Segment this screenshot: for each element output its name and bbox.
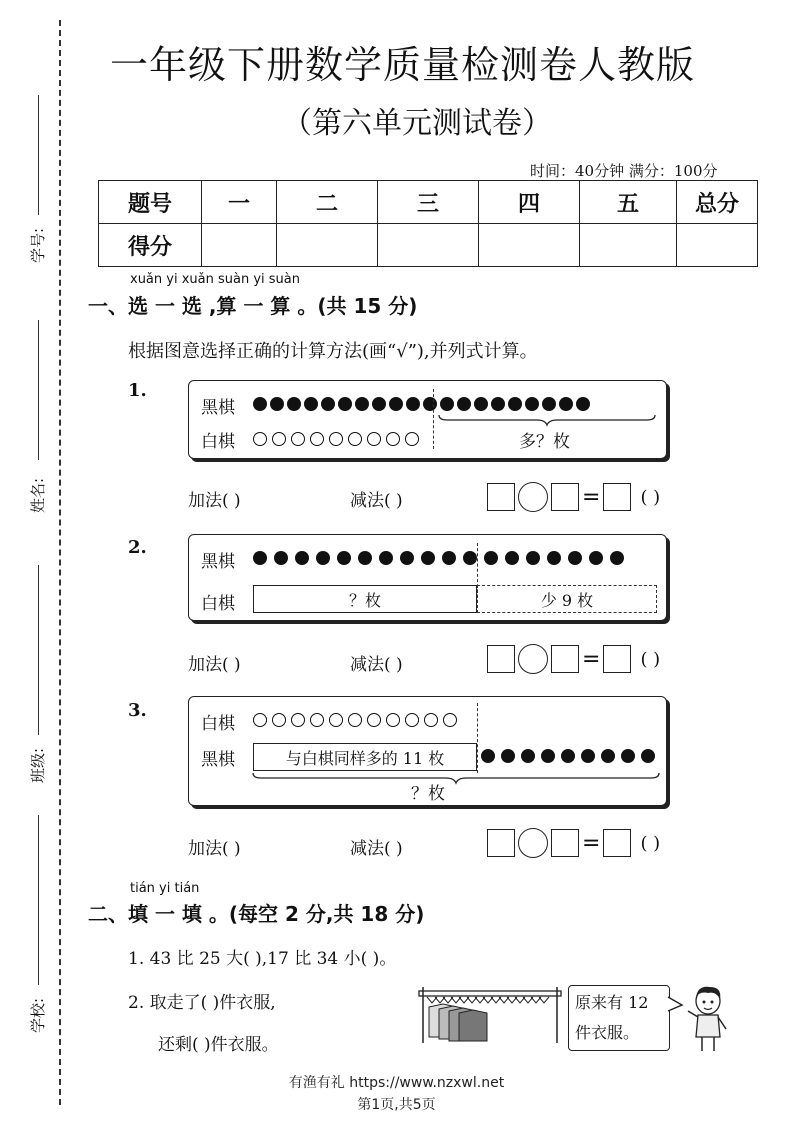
equation-box[interactable]	[603, 645, 631, 673]
q1-add-choice[interactable]: 加法( )	[188, 491, 241, 511]
section2-q2-line1: 2. 取走了( )件衣服,	[128, 993, 276, 1013]
black-piece	[338, 397, 352, 411]
black-piece	[491, 397, 505, 411]
binding-dashed-line	[59, 20, 61, 1105]
black-piece	[589, 551, 603, 565]
bubble-line2: 件衣服。	[575, 1023, 640, 1042]
q3-add-choice[interactable]: 加法( )	[188, 839, 241, 859]
white-piece	[310, 713, 324, 727]
speech-bubble	[568, 985, 670, 1051]
black-piece	[304, 397, 318, 411]
section1-title: 一、选 一 选 ,算 一 算 。(共 15 分)	[88, 294, 418, 318]
black-piece	[601, 749, 615, 763]
page-subtitle: （第六单元测试卷）	[282, 106, 552, 141]
black-piece	[521, 749, 535, 763]
table-cell: 总分	[677, 181, 758, 224]
section2-title: 二、填 一 填 。(每空 2 分,共 18 分)	[88, 902, 425, 926]
student-no-label: 学号:	[29, 227, 48, 264]
equation-box[interactable]	[603, 483, 631, 511]
equation-box[interactable]	[551, 645, 579, 673]
black-piece	[561, 749, 575, 763]
school-label: 学校:	[29, 997, 48, 1034]
q3-sub-choice[interactable]: 减法( )	[350, 839, 403, 859]
black-piece	[440, 397, 454, 411]
white-piece	[272, 713, 286, 727]
white-piece	[348, 432, 362, 446]
white-piece	[310, 432, 324, 446]
white-piece	[329, 713, 343, 727]
q1-panel	[188, 380, 667, 459]
black-piece	[337, 551, 351, 565]
black-piece	[270, 397, 284, 411]
score-input-cell[interactable]	[479, 224, 580, 267]
q3-divider	[477, 703, 478, 773]
black-piece	[547, 551, 561, 565]
equation-box[interactable]	[487, 829, 515, 857]
q3-black-label: 黑棋	[201, 750, 235, 770]
table-cell: 一	[202, 181, 277, 224]
q2-equation	[487, 644, 660, 674]
q1-note: 多？枚	[519, 432, 570, 452]
q1-white-label: 白棋	[201, 432, 235, 452]
black-piece	[484, 551, 498, 565]
black-piece	[295, 551, 309, 565]
black-piece	[581, 749, 595, 763]
black-piece	[621, 749, 635, 763]
score-table	[98, 180, 758, 267]
table-cell: 三	[378, 181, 479, 224]
score-input-cell[interactable]	[677, 224, 758, 267]
black-piece	[526, 551, 540, 565]
black-piece	[253, 397, 267, 411]
q3-white-circles	[253, 713, 457, 727]
q1-divider	[433, 389, 434, 449]
table-cell: 四	[479, 181, 580, 224]
white-piece	[405, 432, 419, 446]
q1-black-dots	[253, 397, 590, 411]
black-piece	[274, 551, 288, 565]
black-piece	[421, 551, 435, 565]
black-piece	[541, 749, 555, 763]
score-table-score-row	[99, 224, 758, 267]
white-piece	[386, 713, 400, 727]
black-piece	[406, 397, 420, 411]
equals-sign: =	[582, 646, 601, 672]
q3-number: 3.	[128, 700, 147, 721]
q2-white-label: 白棋	[201, 594, 235, 614]
white-piece	[443, 713, 457, 727]
table-cell: 题号	[99, 181, 202, 224]
class-label: 班级:	[29, 747, 48, 784]
black-piece	[568, 551, 582, 565]
white-piece	[386, 432, 400, 446]
black-piece	[576, 397, 590, 411]
white-piece	[367, 432, 381, 446]
class-line	[38, 565, 39, 735]
unit-paren[interactable]: ( )	[640, 832, 661, 854]
white-piece	[367, 713, 381, 727]
q1-equation	[487, 482, 660, 512]
black-piece	[463, 551, 477, 565]
bubble-line1: 原来有 12	[575, 993, 649, 1012]
q2-panel	[188, 534, 667, 621]
q3-same-box	[253, 743, 477, 771]
bubble-tail	[666, 995, 686, 1015]
black-piece	[287, 397, 301, 411]
q2-unknown-label: ？枚	[348, 590, 381, 610]
black-piece	[542, 397, 556, 411]
q1-brace	[437, 413, 657, 427]
black-piece	[358, 551, 372, 565]
equals-sign: =	[582, 484, 601, 510]
q2-black-dots	[253, 551, 624, 565]
q3-brace	[251, 771, 661, 785]
student-no-line	[38, 95, 39, 215]
black-piece	[610, 551, 624, 565]
section2-q2-line2: 还剩( )件衣服。	[158, 1035, 279, 1055]
table-cell: 得分	[99, 224, 202, 267]
black-piece	[253, 551, 267, 565]
white-piece	[253, 432, 267, 446]
q2-add-choice[interactable]: 加法( )	[188, 655, 241, 675]
black-piece	[355, 397, 369, 411]
footer-watermark: 有渔有礼 https://www.nzxwl.net	[288, 1075, 505, 1091]
black-piece	[501, 749, 515, 763]
black-piece	[400, 551, 414, 565]
section1-instruction: 根据图意选择正确的计算方法(画“√”),并列式计算。	[128, 341, 538, 362]
black-piece	[442, 551, 456, 565]
black-piece	[525, 397, 539, 411]
black-piece	[457, 397, 471, 411]
white-piece	[348, 713, 362, 727]
clothes-rack-illustration	[415, 985, 565, 1047]
operator-circle[interactable]	[518, 644, 548, 674]
black-piece	[641, 749, 655, 763]
q2-less-label: 少 9 枚	[540, 590, 594, 610]
section2-q1: 1. 43 比 25 大( ),17 比 34 小( )。	[128, 949, 397, 969]
footer-page-number: 第1页,共5页	[357, 1097, 436, 1113]
time-info: 时间：40分钟 满分：100分	[530, 162, 718, 180]
unit-paren[interactable]: ( )	[640, 486, 661, 508]
q3-panel	[188, 696, 667, 806]
operator-circle[interactable]	[518, 828, 548, 858]
table-cell: 二	[277, 181, 378, 224]
unit-paren[interactable]: ( )	[640, 648, 661, 670]
white-piece	[329, 432, 343, 446]
white-piece	[253, 713, 267, 727]
black-piece	[481, 749, 495, 763]
q3-total-label: ？枚	[411, 784, 445, 804]
q1-black-label: 黑棋	[201, 398, 235, 418]
black-piece	[316, 551, 330, 565]
score-input-cell[interactable]	[202, 224, 277, 267]
white-piece	[405, 713, 419, 727]
operator-circle[interactable]	[518, 482, 548, 512]
black-piece	[321, 397, 335, 411]
q1-number: 1.	[128, 380, 147, 401]
q2-unknown-box	[253, 585, 477, 613]
q1-sub-choice[interactable]: 减法( )	[350, 491, 403, 511]
black-piece	[379, 551, 393, 565]
black-piece	[508, 397, 522, 411]
q3-equation	[487, 828, 660, 858]
black-piece	[372, 397, 386, 411]
q1-white-circles	[253, 432, 419, 446]
score-input-cell[interactable]	[277, 224, 378, 267]
q2-black-label: 黑棋	[201, 552, 235, 572]
section2-pinyin: tián yi tián	[130, 881, 200, 896]
table-cell: 五	[580, 181, 677, 224]
equation-box[interactable]	[551, 483, 579, 511]
score-input-cell[interactable]	[378, 224, 479, 267]
q2-less-box	[477, 585, 657, 613]
black-piece	[474, 397, 488, 411]
score-input-cell[interactable]	[580, 224, 677, 267]
page-title: 一年级下册数学质量检测卷人教版	[110, 43, 696, 87]
black-piece	[389, 397, 403, 411]
name-line	[38, 320, 39, 460]
white-piece	[272, 432, 286, 446]
black-piece	[423, 397, 437, 411]
section1-pinyin: xuǎn yi xuǎn suàn yi suàn	[130, 272, 300, 287]
q3-same-label: 与白棋同样多的 11 枚	[285, 748, 445, 768]
score-table-header-row	[99, 181, 758, 224]
equation-box[interactable]	[487, 645, 515, 673]
q2-number: 2.	[128, 537, 147, 558]
equation-box[interactable]	[551, 829, 579, 857]
school-line	[38, 815, 39, 985]
q3-black-dots	[481, 749, 655, 763]
q3-white-label: 白棋	[201, 714, 235, 734]
black-piece	[505, 551, 519, 565]
equals-sign: =	[582, 830, 601, 856]
white-piece	[291, 713, 305, 727]
white-piece	[291, 432, 305, 446]
equation-box[interactable]	[487, 483, 515, 511]
name-label: 姓名:	[29, 477, 48, 514]
equation-box[interactable]	[603, 829, 631, 857]
black-piece	[559, 397, 573, 411]
white-piece	[424, 713, 438, 727]
q2-sub-choice[interactable]: 减法( )	[350, 655, 403, 675]
boy-illustration	[684, 985, 732, 1053]
